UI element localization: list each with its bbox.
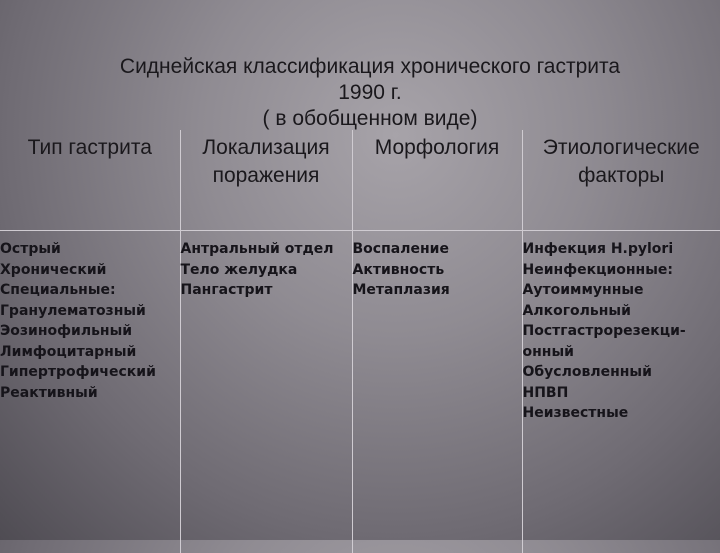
list-item: Метаплазия	[353, 280, 522, 301]
list-item: Неизвестные	[523, 403, 720, 424]
list-item: Аутоиммунные	[523, 280, 720, 301]
morphology-cell	[352, 231, 522, 553]
classification-table	[0, 130, 720, 553]
list-item: Лимфоцитарный	[0, 342, 180, 363]
header-localization	[180, 130, 352, 231]
header-row	[0, 130, 720, 231]
list-item: Гипертрофический	[0, 362, 180, 383]
list-item: Гранулематозный	[0, 301, 180, 322]
list-item: Инфекция H.pylori	[523, 239, 720, 260]
header-localization-line-2: поражения	[183, 162, 350, 190]
header-localization-line-1: Локализация	[183, 134, 350, 162]
list-item: НПВП	[523, 383, 720, 404]
etiology-cell	[522, 231, 720, 553]
header-type	[0, 130, 180, 231]
list-item: Активность	[353, 260, 522, 281]
list-item: Эозинофильный	[0, 321, 180, 342]
header-morphology-label: Морфология	[375, 136, 500, 159]
header-etiology	[522, 130, 720, 231]
types-cell	[0, 231, 180, 553]
title-line-3: ( в обобщенном виде)	[70, 106, 670, 132]
list-item: Постгастрорезекци-	[523, 321, 720, 342]
list-item: Воспаление	[353, 239, 522, 260]
header-type-label: Тип гастрита	[28, 136, 152, 159]
list-item: Пангастрит	[181, 280, 352, 301]
list-item: Обусловленный	[523, 362, 720, 383]
list-item: Тело желудка	[181, 260, 352, 281]
slide-title	[70, 54, 670, 132]
title-line-2: 1990 г.	[70, 80, 670, 106]
header-morphology	[352, 130, 522, 231]
list-item: Неинфекционные:	[523, 260, 720, 281]
list-item: Антральный отдел	[181, 239, 352, 260]
localization-cell	[180, 231, 352, 553]
list-item: Специальные:	[0, 280, 180, 301]
list-item: Острый	[0, 239, 180, 260]
title-line-1: Сиднейская классификация хронического гастрита	[70, 54, 670, 80]
header-etiology-line-2: факторы	[525, 162, 719, 190]
list-item: Реактивный	[0, 383, 180, 404]
list-item: онный	[523, 342, 720, 363]
list-item: Хронический	[0, 260, 180, 281]
header-etiology-line-1: Этиологические	[525, 134, 719, 162]
list-item: Алкогольный	[523, 301, 720, 322]
content-row	[0, 231, 720, 553]
